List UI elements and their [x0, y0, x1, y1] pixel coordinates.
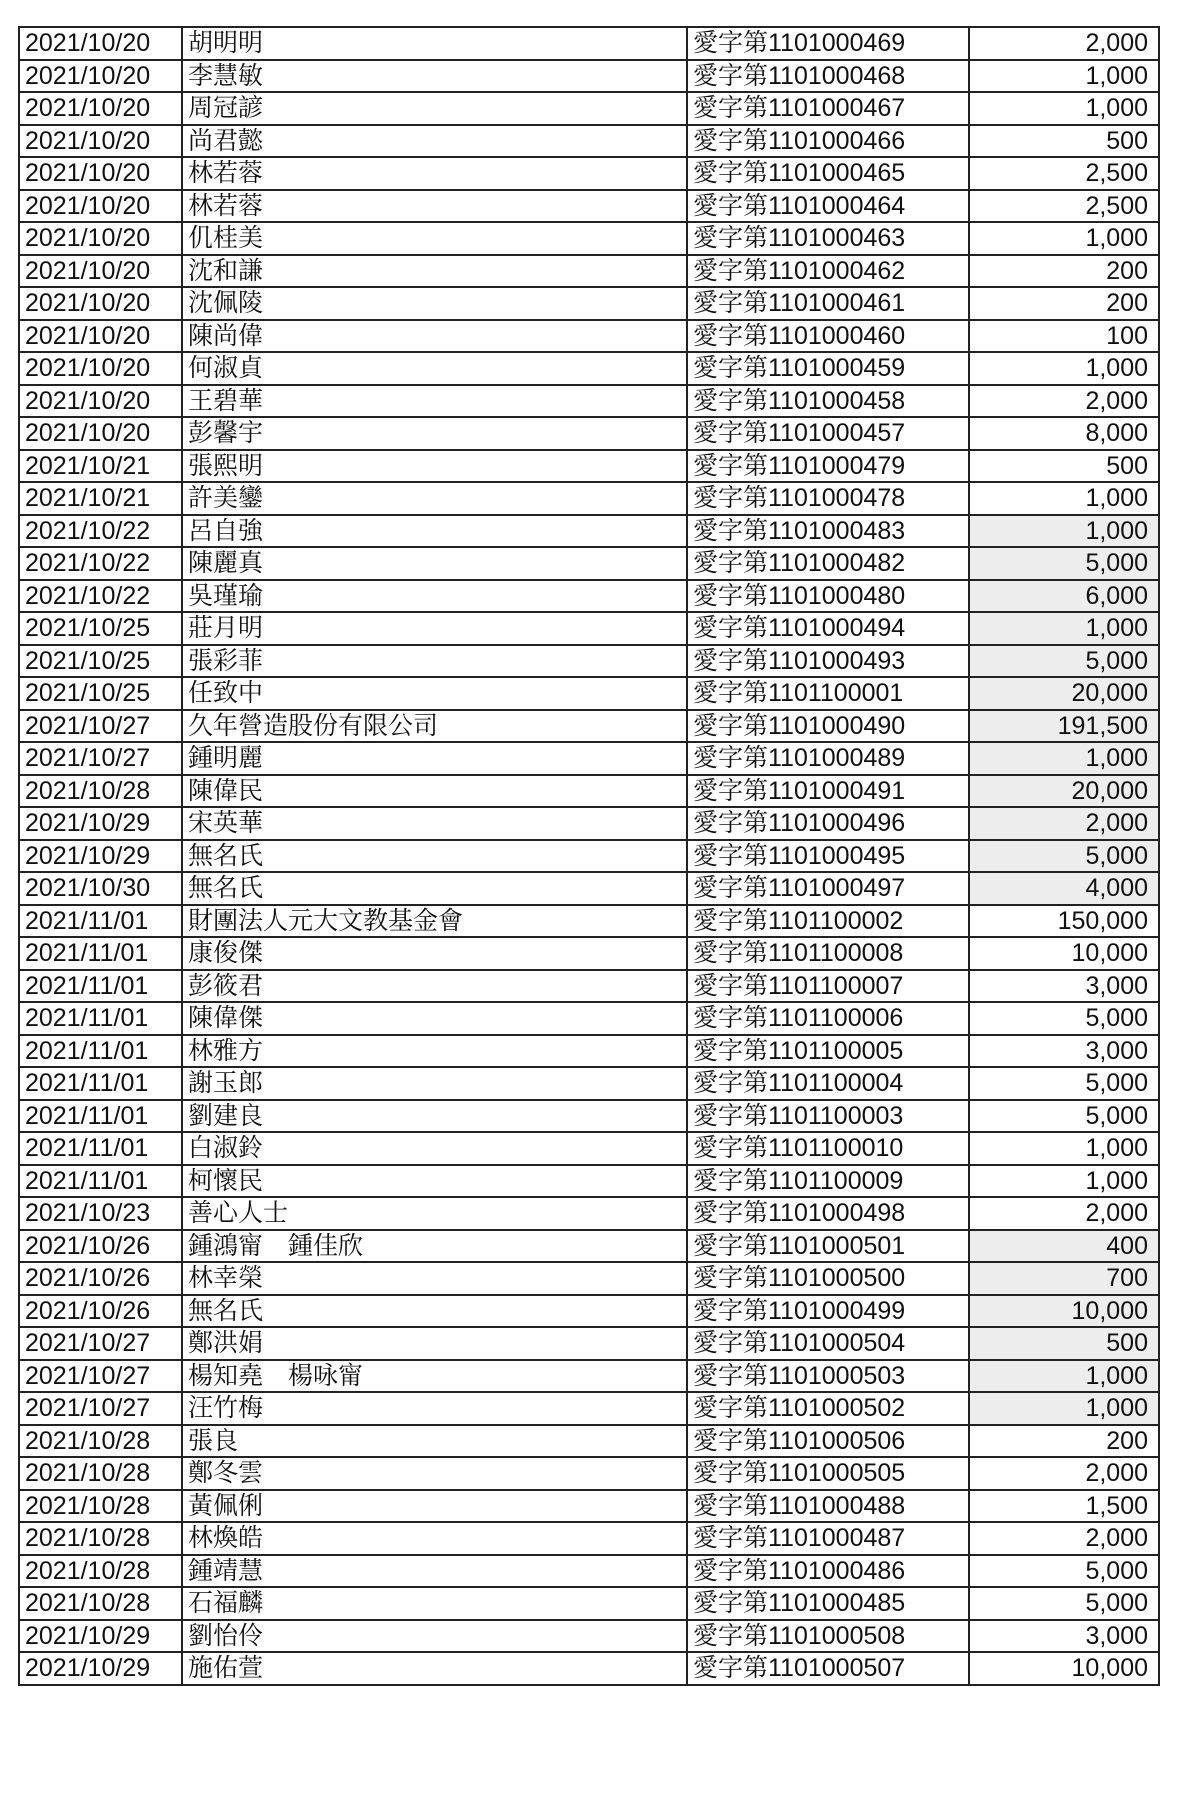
amount-cell: 2,000 [969, 1522, 1159, 1555]
amount-cell: 5,000 [969, 1067, 1159, 1100]
table-row [19, 255, 1159, 288]
donor-name-cell: 久年營造股份有限公司 [182, 710, 687, 743]
date-cell: 2021/10/20 [19, 320, 182, 353]
date-cell: 2021/11/01 [19, 1002, 182, 1035]
date-cell: 2021/10/25 [19, 612, 182, 645]
amount-cell: 200 [969, 287, 1159, 320]
donor-name-cell: 謝玉郎 [182, 1067, 687, 1100]
date-cell: 2021/10/20 [19, 157, 182, 190]
donor-name-cell: 許美鑾 [182, 482, 687, 515]
donor-name-cell: 汪竹梅 [182, 1392, 687, 1425]
donor-name-cell: 鍾鴻甯 鍾佳欣 [182, 1230, 687, 1263]
donor-name-cell: 宋英華 [182, 807, 687, 840]
date-cell: 2021/10/22 [19, 547, 182, 580]
receipt-number-cell: 愛字第1101000465 [687, 157, 969, 190]
receipt-number-cell: 愛字第1101000489 [687, 742, 969, 775]
amount-cell: 5,000 [969, 1100, 1159, 1133]
date-cell: 2021/10/20 [19, 125, 182, 158]
date-cell: 2021/10/21 [19, 482, 182, 515]
donor-name-cell: 林煥皓 [182, 1522, 687, 1555]
receipt-number-cell: 愛字第1101100008 [687, 937, 969, 970]
amount-cell: 20,000 [969, 775, 1159, 808]
date-cell: 2021/11/01 [19, 1100, 182, 1133]
date-cell: 2021/10/21 [19, 450, 182, 483]
table-row [19, 1230, 1159, 1263]
donor-name-cell: 黃佩俐 [182, 1490, 687, 1523]
amount-cell: 1,000 [969, 1392, 1159, 1425]
amount-cell: 500 [969, 125, 1159, 158]
date-cell: 2021/10/27 [19, 710, 182, 743]
receipt-number-cell: 愛字第1101000507 [687, 1652, 969, 1685]
amount-cell: 1,000 [969, 612, 1159, 645]
amount-cell: 1,000 [969, 482, 1159, 515]
date-cell: 2021/10/28 [19, 775, 182, 808]
receipt-number-cell: 愛字第1101000508 [687, 1620, 969, 1653]
receipt-number-cell: 愛字第1101000463 [687, 222, 969, 255]
date-cell: 2021/10/27 [19, 742, 182, 775]
receipt-number-cell: 愛字第1101000488 [687, 1490, 969, 1523]
receipt-number-cell: 愛字第1101100001 [687, 677, 969, 710]
table-row [19, 872, 1159, 905]
date-cell: 2021/10/22 [19, 580, 182, 613]
amount-cell: 5,000 [969, 1002, 1159, 1035]
receipt-number-cell: 愛字第1101000486 [687, 1555, 969, 1588]
table-row [19, 417, 1159, 450]
table-row [19, 287, 1159, 320]
date-cell: 2021/10/22 [19, 515, 182, 548]
receipt-number-cell: 愛字第1101100005 [687, 1035, 969, 1068]
table-row [19, 710, 1159, 743]
donor-name-cell: 何淑貞 [182, 352, 687, 385]
amount-cell: 1,000 [969, 1165, 1159, 1198]
amount-cell: 1,000 [969, 92, 1159, 125]
donor-name-cell: 柯懷民 [182, 1165, 687, 1198]
table-row [19, 1002, 1159, 1035]
amount-cell: 1,000 [969, 742, 1159, 775]
donor-name-cell: 林若蓉 [182, 190, 687, 223]
table-row [19, 1457, 1159, 1490]
date-cell: 2021/10/23 [19, 1197, 182, 1230]
amount-cell: 500 [969, 1327, 1159, 1360]
table-row [19, 1262, 1159, 1295]
table-row [19, 60, 1159, 93]
amount-cell: 5,000 [969, 547, 1159, 580]
amount-cell: 3,000 [969, 1620, 1159, 1653]
donor-name-cell: 無名氏 [182, 872, 687, 905]
table-row [19, 840, 1159, 873]
amount-cell: 10,000 [969, 1295, 1159, 1328]
table-row [19, 580, 1159, 613]
amount-cell: 5,000 [969, 840, 1159, 873]
table-row [19, 1327, 1159, 1360]
receipt-number-cell: 愛字第1101100002 [687, 905, 969, 938]
table-row [19, 970, 1159, 1003]
receipt-number-cell: 愛字第1101100006 [687, 1002, 969, 1035]
receipt-number-cell: 愛字第1101000490 [687, 710, 969, 743]
table-row [19, 1035, 1159, 1068]
receipt-number-cell: 愛字第1101000479 [687, 450, 969, 483]
table-row [19, 905, 1159, 938]
date-cell: 2021/11/01 [19, 905, 182, 938]
date-cell: 2021/10/29 [19, 1620, 182, 1653]
table-row [19, 92, 1159, 125]
table-row [19, 742, 1159, 775]
donor-name-cell: 尚君懿 [182, 125, 687, 158]
donor-name-cell: 劉建良 [182, 1100, 687, 1133]
amount-cell: 2,000 [969, 1197, 1159, 1230]
receipt-number-cell: 愛字第1101000493 [687, 645, 969, 678]
receipt-number-cell: 愛字第1101000502 [687, 1392, 969, 1425]
receipt-number-cell: 愛字第1101100003 [687, 1100, 969, 1133]
receipt-number-cell: 愛字第1101000501 [687, 1230, 969, 1263]
date-cell: 2021/10/20 [19, 60, 182, 93]
date-cell: 2021/10/28 [19, 1522, 182, 1555]
donor-name-cell: 林幸榮 [182, 1262, 687, 1295]
receipt-number-cell: 愛字第1101100009 [687, 1165, 969, 1198]
donation-table-body [19, 27, 1159, 1685]
donor-name-cell: 陳麗真 [182, 547, 687, 580]
amount-cell: 2,000 [969, 385, 1159, 418]
amount-cell: 3,000 [969, 1035, 1159, 1068]
receipt-number-cell: 愛字第1101000487 [687, 1522, 969, 1555]
table-row [19, 352, 1159, 385]
receipt-number-cell: 愛字第1101000500 [687, 1262, 969, 1295]
donor-name-cell: 鄭洪娟 [182, 1327, 687, 1360]
table-row [19, 1360, 1159, 1393]
amount-cell: 4,000 [969, 872, 1159, 905]
donor-name-cell: 石福麟 [182, 1587, 687, 1620]
date-cell: 2021/10/20 [19, 27, 182, 60]
date-cell: 2021/10/27 [19, 1327, 182, 1360]
date-cell: 2021/10/30 [19, 872, 182, 905]
donor-name-cell: 彭馨宇 [182, 417, 687, 450]
donor-name-cell: 陳尚偉 [182, 320, 687, 353]
donor-name-cell: 無名氏 [182, 1295, 687, 1328]
amount-cell: 1,000 [969, 515, 1159, 548]
date-cell: 2021/10/28 [19, 1555, 182, 1588]
date-cell: 2021/10/27 [19, 1360, 182, 1393]
donor-name-cell: 彭筱君 [182, 970, 687, 1003]
table-row [19, 937, 1159, 970]
donor-name-cell: 無名氏 [182, 840, 687, 873]
table-row [19, 320, 1159, 353]
receipt-number-cell: 愛字第1101100004 [687, 1067, 969, 1100]
donor-name-cell: 白淑鈴 [182, 1132, 687, 1165]
amount-cell: 1,000 [969, 352, 1159, 385]
donor-name-cell: 鄭冬雲 [182, 1457, 687, 1490]
receipt-number-cell: 愛字第1101000457 [687, 417, 969, 450]
donor-name-cell: 鍾靖慧 [182, 1555, 687, 1588]
table-row [19, 222, 1159, 255]
receipt-number-cell: 愛字第1101000466 [687, 125, 969, 158]
amount-cell: 5,000 [969, 1555, 1159, 1588]
receipt-number-cell: 愛字第1101000496 [687, 807, 969, 840]
table-row [19, 27, 1159, 60]
date-cell: 2021/10/20 [19, 287, 182, 320]
receipt-number-cell: 愛字第1101100010 [687, 1132, 969, 1165]
amount-cell: 200 [969, 255, 1159, 288]
donor-name-cell: 林若蓉 [182, 157, 687, 190]
receipt-number-cell: 愛字第1101000494 [687, 612, 969, 645]
date-cell: 2021/11/01 [19, 1132, 182, 1165]
amount-cell: 2,500 [969, 190, 1159, 223]
date-cell: 2021/10/25 [19, 677, 182, 710]
donor-name-cell: 吳瑾瑜 [182, 580, 687, 613]
date-cell: 2021/10/27 [19, 1392, 182, 1425]
receipt-number-cell: 愛字第1101000460 [687, 320, 969, 353]
amount-cell: 700 [969, 1262, 1159, 1295]
date-cell: 2021/10/20 [19, 417, 182, 450]
amount-cell: 10,000 [969, 1652, 1159, 1685]
amount-cell: 10,000 [969, 937, 1159, 970]
table-row [19, 385, 1159, 418]
date-cell: 2021/10/20 [19, 92, 182, 125]
donation-table [18, 26, 1160, 1686]
table-row [19, 515, 1159, 548]
amount-cell: 1,000 [969, 222, 1159, 255]
table-row [19, 1295, 1159, 1328]
table-row [19, 645, 1159, 678]
table-row [19, 482, 1159, 515]
donor-name-cell: 鍾明麗 [182, 742, 687, 775]
receipt-number-cell: 愛字第1101000499 [687, 1295, 969, 1328]
donor-name-cell: 周冠諺 [182, 92, 687, 125]
date-cell: 2021/10/28 [19, 1490, 182, 1523]
table-row [19, 1587, 1159, 1620]
receipt-number-cell: 愛字第1101000478 [687, 482, 969, 515]
table-row [19, 612, 1159, 645]
date-cell: 2021/10/20 [19, 255, 182, 288]
table-row [19, 450, 1159, 483]
donor-name-cell: 陳偉傑 [182, 1002, 687, 1035]
table-row [19, 807, 1159, 840]
date-cell: 2021/10/26 [19, 1262, 182, 1295]
amount-cell: 191,500 [969, 710, 1159, 743]
donor-name-cell: 康俊傑 [182, 937, 687, 970]
receipt-number-cell: 愛字第1101000458 [687, 385, 969, 418]
donor-name-cell: 陳偉民 [182, 775, 687, 808]
table-row [19, 1522, 1159, 1555]
receipt-number-cell: 愛字第1101000506 [687, 1425, 969, 1458]
table-row [19, 1132, 1159, 1165]
amount-cell: 500 [969, 450, 1159, 483]
donor-name-cell: 張熙明 [182, 450, 687, 483]
amount-cell: 400 [969, 1230, 1159, 1263]
receipt-number-cell: 愛字第1101000462 [687, 255, 969, 288]
receipt-number-cell: 愛字第1101000498 [687, 1197, 969, 1230]
table-row [19, 125, 1159, 158]
amount-cell: 1,000 [969, 1360, 1159, 1393]
date-cell: 2021/10/20 [19, 352, 182, 385]
donor-name-cell: 施佑萱 [182, 1652, 687, 1685]
table-row [19, 1490, 1159, 1523]
donor-name-cell: 善心人士 [182, 1197, 687, 1230]
amount-cell: 5,000 [969, 1587, 1159, 1620]
amount-cell: 6,000 [969, 580, 1159, 613]
donor-name-cell: 林雅方 [182, 1035, 687, 1068]
donor-name-cell: 劉怡伶 [182, 1620, 687, 1653]
receipt-number-cell: 愛字第1101000505 [687, 1457, 969, 1490]
amount-cell: 200 [969, 1425, 1159, 1458]
amount-cell: 100 [969, 320, 1159, 353]
receipt-number-cell: 愛字第1101000483 [687, 515, 969, 548]
amount-cell: 2,000 [969, 1457, 1159, 1490]
donor-name-cell: 胡明明 [182, 27, 687, 60]
receipt-number-cell: 愛字第1101100007 [687, 970, 969, 1003]
receipt-number-cell: 愛字第1101000497 [687, 872, 969, 905]
date-cell: 2021/11/01 [19, 970, 182, 1003]
amount-cell: 1,000 [969, 1132, 1159, 1165]
receipt-number-cell: 愛字第1101000482 [687, 547, 969, 580]
date-cell: 2021/10/20 [19, 222, 182, 255]
table-row [19, 157, 1159, 190]
table-row [19, 547, 1159, 580]
donor-name-cell: 財團法人元大文教基金會 [182, 905, 687, 938]
table-row [19, 1067, 1159, 1100]
donor-name-cell: 楊知堯 楊咏甯 [182, 1360, 687, 1393]
date-cell: 2021/10/20 [19, 385, 182, 418]
amount-cell: 1,000 [969, 60, 1159, 93]
table-row [19, 1652, 1159, 1685]
receipt-number-cell: 愛字第1101000485 [687, 1587, 969, 1620]
table-row [19, 190, 1159, 223]
donor-name-cell: 沈和謙 [182, 255, 687, 288]
amount-cell: 2,000 [969, 27, 1159, 60]
donor-name-cell: 張良 [182, 1425, 687, 1458]
date-cell: 2021/10/25 [19, 645, 182, 678]
amount-cell: 150,000 [969, 905, 1159, 938]
receipt-number-cell: 愛字第1101000480 [687, 580, 969, 613]
donor-name-cell: 張彩菲 [182, 645, 687, 678]
table-row [19, 1165, 1159, 1198]
donor-name-cell: 仉桂美 [182, 222, 687, 255]
date-cell: 2021/11/01 [19, 1067, 182, 1100]
donor-name-cell: 莊月明 [182, 612, 687, 645]
date-cell: 2021/10/29 [19, 1652, 182, 1685]
table-row [19, 1555, 1159, 1588]
date-cell: 2021/10/28 [19, 1587, 182, 1620]
donor-name-cell: 任致中 [182, 677, 687, 710]
date-cell: 2021/10/28 [19, 1425, 182, 1458]
date-cell: 2021/11/01 [19, 1035, 182, 1068]
date-cell: 2021/10/29 [19, 807, 182, 840]
date-cell: 2021/10/20 [19, 190, 182, 223]
table-row [19, 1197, 1159, 1230]
amount-cell: 2,000 [969, 807, 1159, 840]
amount-cell: 8,000 [969, 417, 1159, 450]
receipt-number-cell: 愛字第1101000491 [687, 775, 969, 808]
date-cell: 2021/10/26 [19, 1295, 182, 1328]
receipt-number-cell: 愛字第1101000469 [687, 27, 969, 60]
date-cell: 2021/10/26 [19, 1230, 182, 1263]
receipt-number-cell: 愛字第1101000495 [687, 840, 969, 873]
date-cell: 2021/11/01 [19, 1165, 182, 1198]
table-row [19, 1392, 1159, 1425]
table-row [19, 1425, 1159, 1458]
receipt-number-cell: 愛字第1101000467 [687, 92, 969, 125]
donor-name-cell: 沈佩陵 [182, 287, 687, 320]
donor-name-cell: 李慧敏 [182, 60, 687, 93]
receipt-number-cell: 愛字第1101000504 [687, 1327, 969, 1360]
date-cell: 2021/10/28 [19, 1457, 182, 1490]
table-row [19, 1620, 1159, 1653]
table-row [19, 1100, 1159, 1133]
receipt-number-cell: 愛字第1101000468 [687, 60, 969, 93]
receipt-number-cell: 愛字第1101000503 [687, 1360, 969, 1393]
table-row [19, 677, 1159, 710]
amount-cell: 5,000 [969, 645, 1159, 678]
amount-cell: 3,000 [969, 970, 1159, 1003]
receipt-number-cell: 愛字第1101000464 [687, 190, 969, 223]
receipt-number-cell: 愛字第1101000459 [687, 352, 969, 385]
amount-cell: 20,000 [969, 677, 1159, 710]
donor-name-cell: 呂自強 [182, 515, 687, 548]
donor-name-cell: 王碧華 [182, 385, 687, 418]
amount-cell: 1,500 [969, 1490, 1159, 1523]
date-cell: 2021/11/01 [19, 937, 182, 970]
amount-cell: 2,500 [969, 157, 1159, 190]
table-row [19, 775, 1159, 808]
receipt-number-cell: 愛字第1101000461 [687, 287, 969, 320]
date-cell: 2021/10/29 [19, 840, 182, 873]
